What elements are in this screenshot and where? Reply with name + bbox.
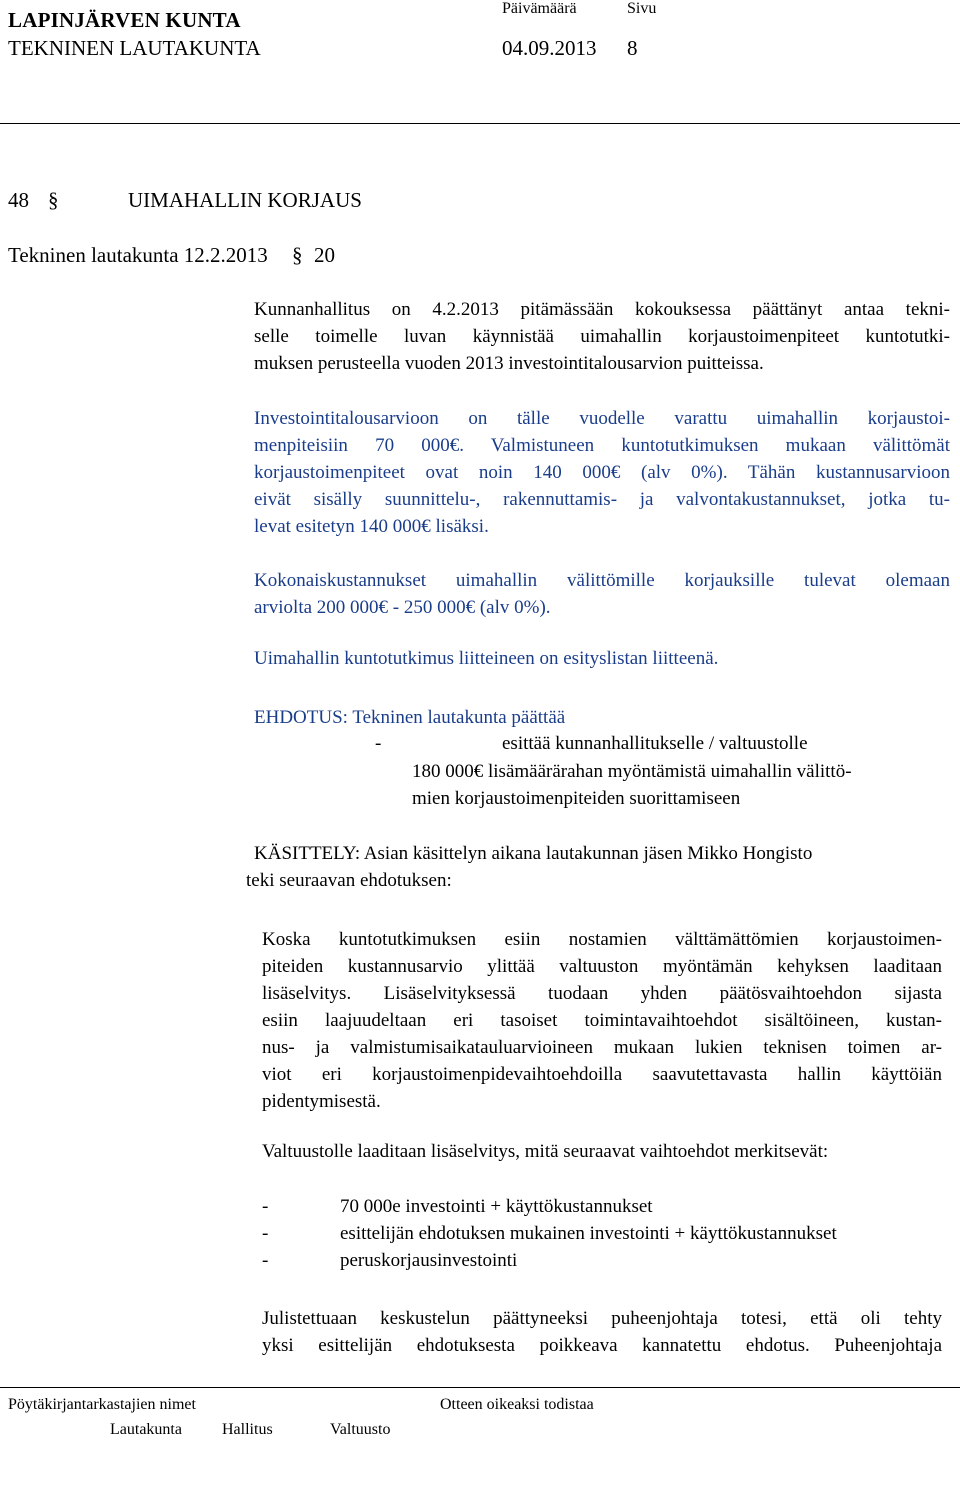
text-line: selle toimelle luvan käynnistää uimahallin korjaustoimenpiteet kuntotutki- [254, 326, 950, 347]
date-label: Päivämäärä [502, 0, 577, 17]
option-item: peruskorjausinvestointi [340, 1250, 518, 1271]
proposal-line: mien korjaustoimenpiteiden suorittamiseen [412, 788, 741, 809]
header-divider [0, 123, 960, 124]
text-line: eivät sisälly suunnittelu-, rakennuttamis- ja valvontakustannukset, jotka tu- [254, 489, 950, 510]
option-dash: - [262, 1223, 269, 1244]
meeting-date: 04.09.2013 [502, 36, 597, 60]
text-line: Koska kuntotutkimuksen esiin nostamien välttämättömien korjaustoimen- [262, 929, 942, 950]
text-line: Kokonaiskustannukset uimahallin välittömille korjauksille tulevat olemaan [254, 570, 950, 591]
footer-body-lautakunta: Lautakunta [110, 1421, 182, 1438]
page-number: 8 [627, 36, 638, 60]
footer-divider [0, 1387, 960, 1388]
text-line: yksi esittelijän ehdotuksesta poikkeava kannatettu ehdotus. Puheenjohtaja [262, 1335, 942, 1356]
text-line: korjaustoimenpiteet ovat noin 140 000€ (alv 0%). Tähän kustannusarvioon [254, 462, 950, 483]
handling-line: teki seuraavan ehdotuksen: [246, 870, 452, 891]
option-dash: - [262, 1196, 269, 1217]
option-item: 70 000e investointi + käyttökustannukset [340, 1196, 653, 1217]
closing-text [262, 1305, 942, 1359]
text-line: Kunnanhallitus on 4.2.2013 pitämässään kokouksessa päättänyt antaa tekni- [254, 299, 950, 320]
paragraph-total-costs [254, 567, 950, 621]
text-line: Investointitalousarvioon on tälle vuodelle varattu uimahallin korjaustoi- [254, 408, 950, 429]
text-line: lisäselvitys. Lisäselvityksessä tuodaan yhden päätösvaihtoehdon sijasta [262, 983, 942, 1004]
copy-certifier-label: Otteen oikeaksi todistaa [440, 1396, 594, 1413]
text-line: menpiteisiin 70 000€. Valmistuneen kuntotutkimuksen mukaan välittömät [254, 435, 950, 456]
paragraph-budget [254, 405, 950, 540]
reference-sign: § [292, 243, 303, 267]
text-line: viot eri korjaustoimenpidevaihtoehdoilla saavutettavasta hallin käyttöiän [262, 1064, 942, 1085]
reference-text: Tekninen lautakunta 12.2.2013 [8, 243, 268, 267]
section-sign: § [48, 188, 59, 212]
reference-number: 20 [314, 243, 335, 267]
text-line: nus- ja valmistumisaikatauluarvioineen mukaan lukien teknisen toimen ar- [262, 1037, 942, 1058]
text-line: esiin laajuudeltaan eri tasoiset toimintavaihtoehdot sisältöineen, kustan- [262, 1010, 942, 1031]
proposal-heading: EHDOTUS: Tekninen lautakunta päättää [254, 707, 566, 728]
proposal-dash: - [375, 733, 382, 754]
footer-body-valtuusto: Valtuusto [330, 1421, 391, 1438]
organization-name: LAPINJÄRVEN KUNTA [8, 8, 241, 32]
text-line: Julistettuaan keskustelun päättyneeksi puheenjohtaja totesi, että oli tehty [262, 1308, 942, 1329]
option-dash: - [262, 1250, 269, 1271]
handling-line: KÄSITTELY: Asian käsittelyn aikana lautakunnan jäsen Mikko Hongisto [254, 843, 813, 864]
options-intro: Valtuustolle laaditaan lisäselvitys, mitä seuraavat vaihtoehdot merkitsevät: [262, 1141, 829, 1162]
proposal-line: esittää kunnanhallitukselle / valtuustolle [502, 733, 808, 754]
section-title: UIMAHALLIN KORJAUS [128, 188, 362, 212]
text-line: muksen perusteella vuoden 2013 investointitalousarvion puitteissa. [254, 353, 764, 374]
proposal-line: 180 000€ lisämäärärahan myöntämistä uimahallin välittö- [412, 761, 852, 782]
motion-text [262, 926, 942, 1115]
text-line: arviolta 200 000€ - 250 000€ (alv 0%). [254, 597, 551, 618]
text-line: pidentymisestä. [262, 1091, 381, 1112]
footer-body-hallitus: Hallitus [222, 1421, 273, 1438]
paragraph-board-decision [254, 296, 950, 377]
checkers-label: Pöytäkirjantarkastajien nimet [8, 1396, 196, 1413]
option-item: esittelijän ehdotuksen mukainen investointi + käyttökustannukset [340, 1223, 837, 1244]
page-label: Sivu [627, 0, 657, 17]
text-line: piteiden kustannusarvio ylittää valtuuston myöntämän kehyksen laaditaan [262, 956, 942, 977]
section-number: 48 [8, 188, 29, 212]
board-name: TEKNINEN LAUTAKUNTA [8, 36, 261, 60]
attachment-note: Uimahallin kuntotutkimus liitteineen on esityslistan liitteenä. [254, 648, 719, 669]
text-line: levat esitetyn 140 000€ lisäksi. [254, 516, 489, 537]
